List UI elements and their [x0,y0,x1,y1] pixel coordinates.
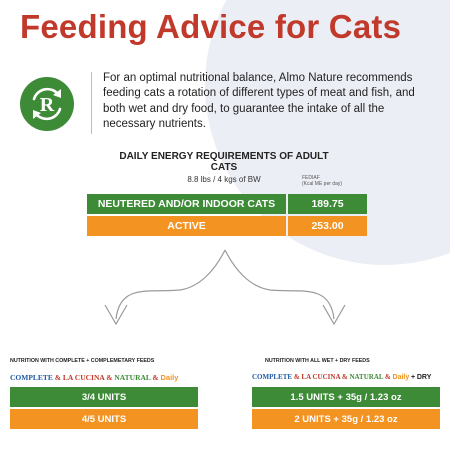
brand-daily: Daily [392,374,410,381]
brand-amp: & [341,373,348,381]
left-feed-row: 4/5 UNITS [10,409,198,429]
left-feed-brands [10,373,178,382]
right-feed-heading: NUTRITION WITH ALL WET + DRY FEEDS [265,358,370,364]
energy-subtitle: 8.8 lbs / 4 kgs of BW [187,175,261,184]
brand-amp: & [293,373,300,381]
right-feed-brands [252,373,431,381]
energy-unit-note [302,175,342,187]
brand-natural: NATURAL [114,373,151,382]
brand-complete: COMPLETE [252,373,293,381]
brand-la-cucina: LA CUCINA [62,373,105,382]
brand-amp: & [106,373,113,382]
energy-title: DAILY ENERGY REQUIREMENTS OF ADULT CATS [119,151,329,173]
brand-plus: + [411,374,416,381]
right-arrow-head [323,305,345,324]
energy-row-value: 253.00 [288,216,367,236]
brand-amp: & [384,373,391,381]
logo-letter: R [39,94,55,116]
right-feed-row: 2 UNITS + 35g / 1.23 oz [252,409,440,429]
energy-row-label: ACTIVE [87,216,286,236]
page-title: Feeding Advice for Cats [20,8,402,45]
brand-dry: DRY [416,374,432,381]
brand-natural: NATURAL [349,373,384,381]
left-feed-row: 3/4 UNITS [10,387,198,407]
energy-row-label: NEUTERED AND/OR INDOOR CATS [87,194,286,214]
left-arrow [116,250,225,319]
brand-amp: & [54,373,62,382]
branch-arrows [0,245,450,340]
left-feed-heading: NUTRITION WITH COMPLETE + COMPLEMETARY FEEDS [10,358,155,364]
rotation-r-icon [20,77,74,131]
unit-note-line2: (Kcal ME per day) [302,181,343,187]
brand-amp: & [152,373,159,382]
right-feed-row: 1.5 UNITS + 35g / 1.23 oz [252,387,440,407]
brand-la-cucina: LA CUCINA [301,373,341,381]
brand-daily: Daily [160,373,179,382]
right-arrow [225,250,334,319]
intro-text: For an optimal nutritional balance, Almo Nature recommends feeding cats a rotation of different types of meat and fish, and both wet and dry food, to guarantee the intake of all the necessary nutrients. [103,72,415,130]
divider-line [91,72,92,134]
unit-note-line1: FEDIAF [302,175,320,181]
left-arrow-head [105,305,127,324]
brand-complete: COMPLETE [10,373,53,382]
energy-row-value: 189.75 [288,194,367,214]
